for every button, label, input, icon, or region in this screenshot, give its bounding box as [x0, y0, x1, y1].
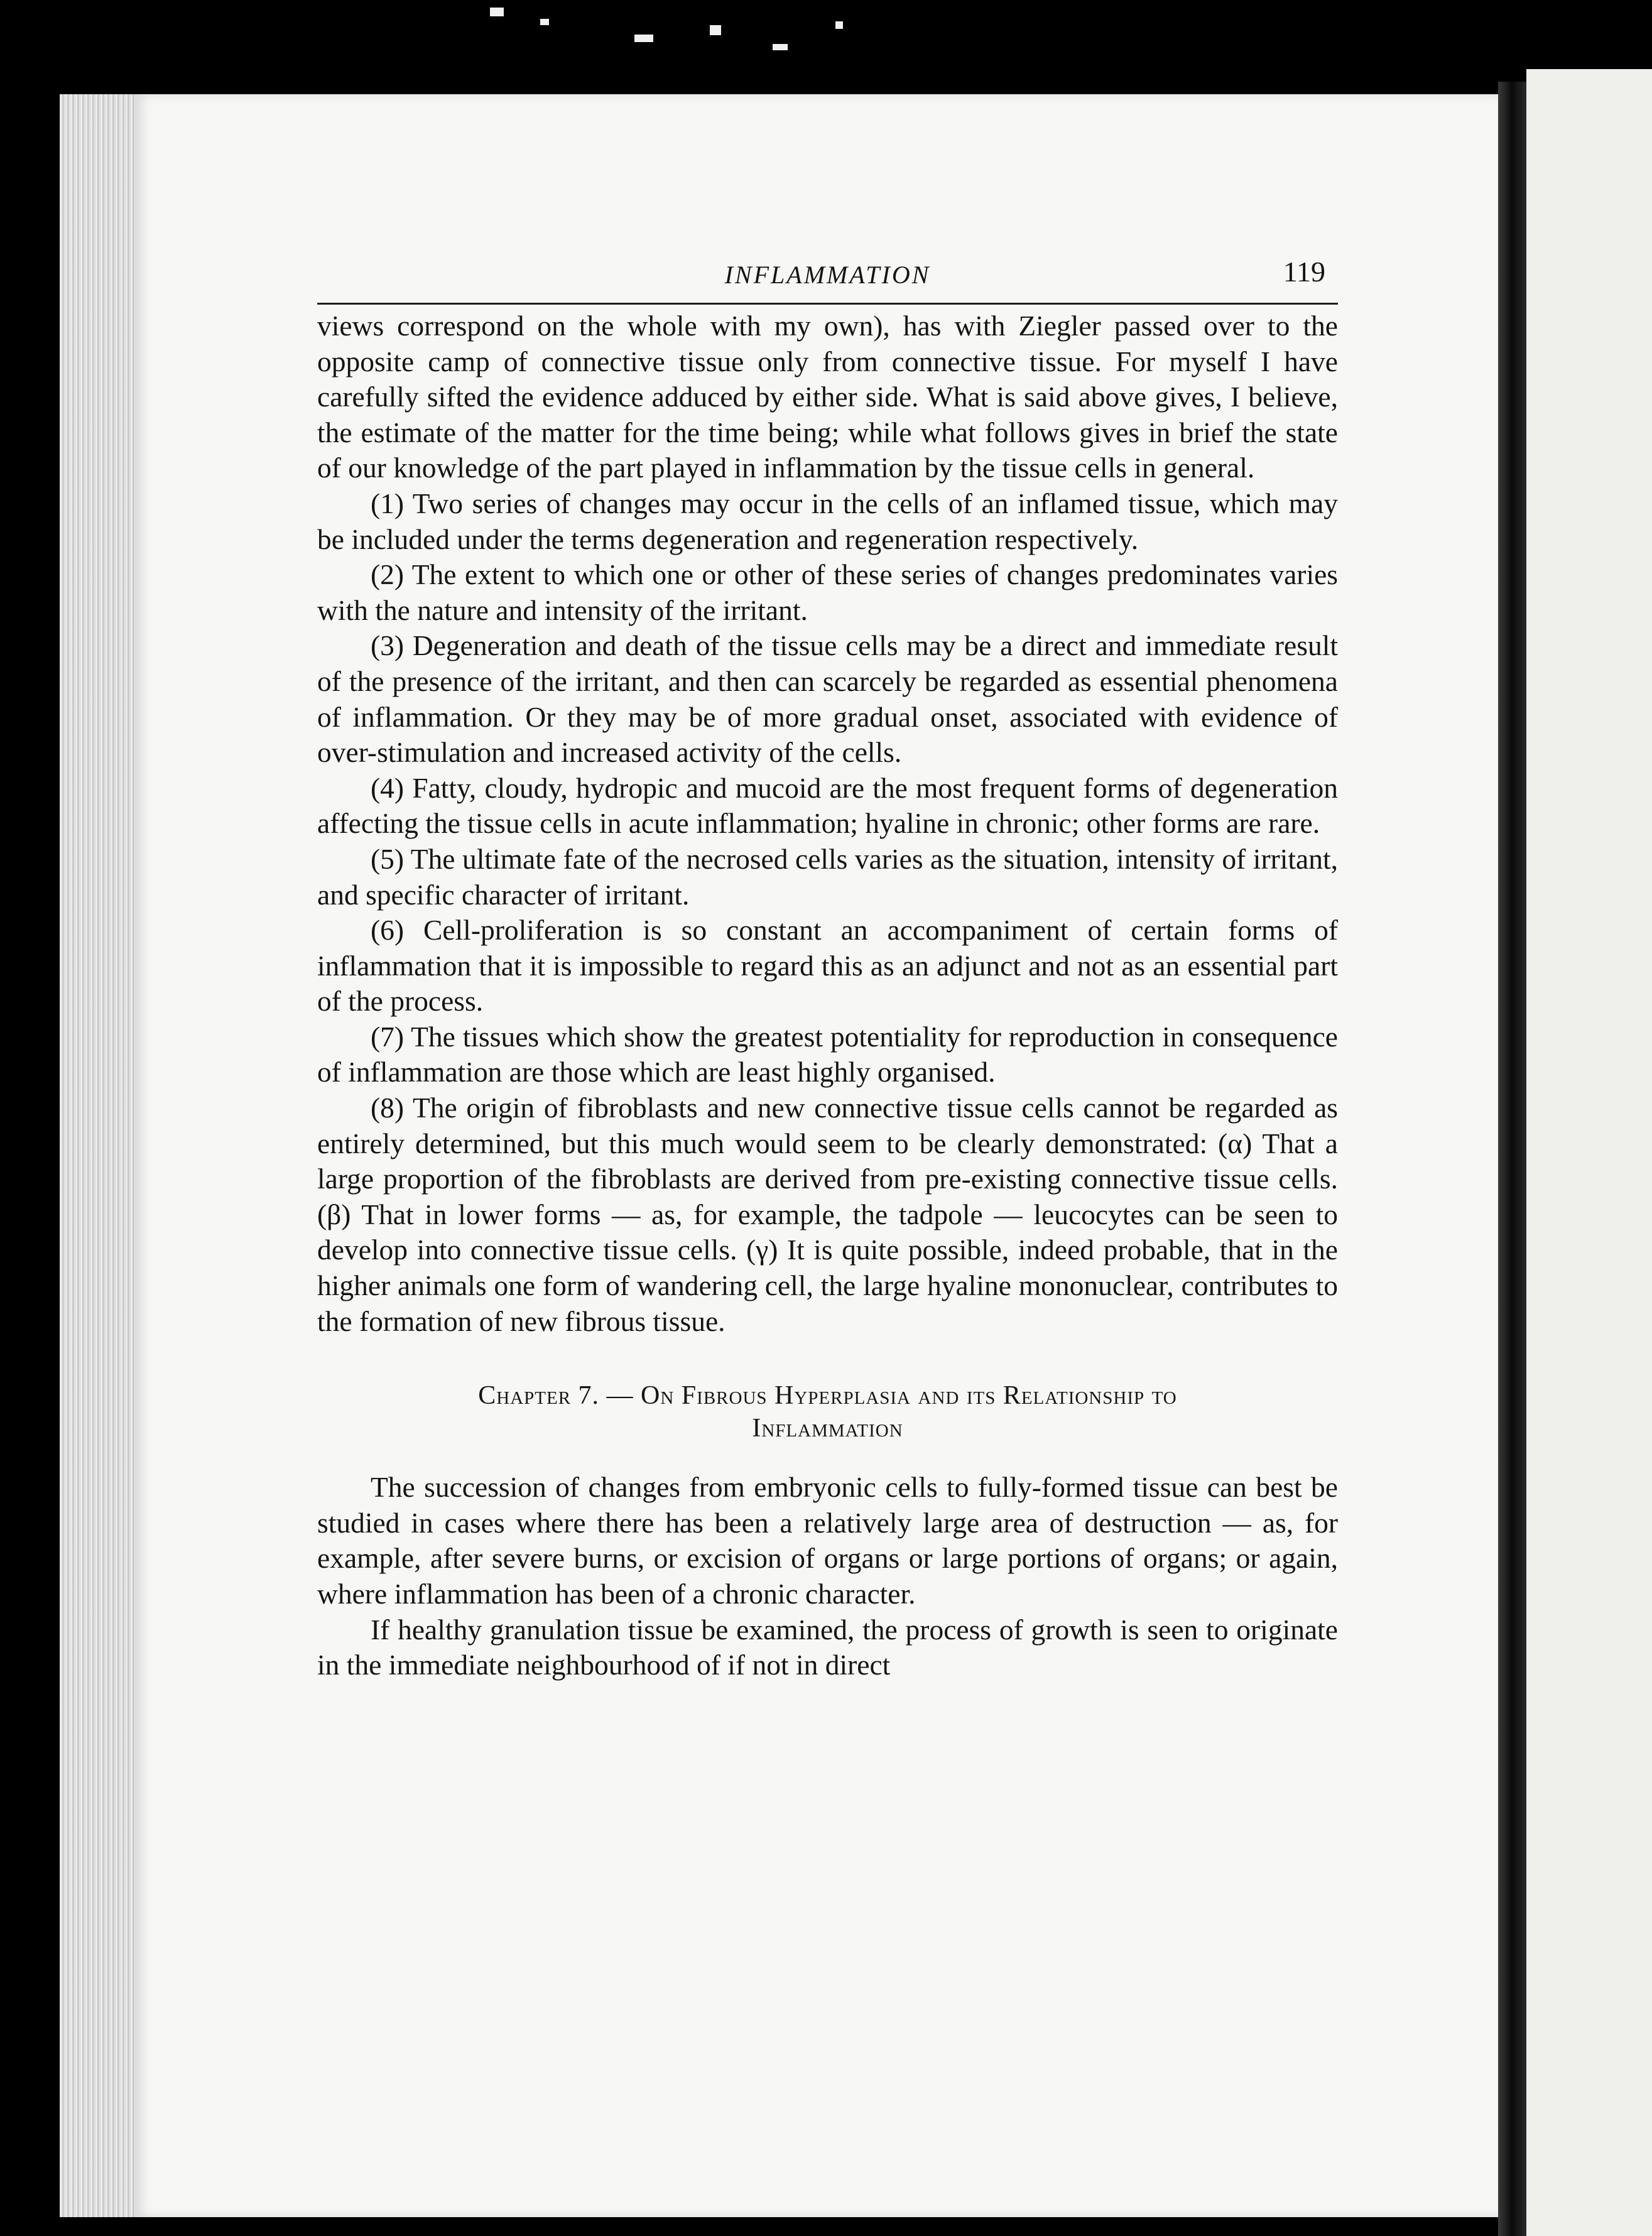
- paragraph: (6) Cell-proliferation is so constant an accompaniment of certain forms of inflammation that it is impossible to regard this as an adjunct and not as an essential part of the process.: [317, 914, 1338, 1018]
- paragraph: If healthy granulation tissue be examined, the process of growth is seen to originate in the immediate neighbourhood of if not in direct: [317, 1613, 1338, 1681]
- chapter-heading-line: Chapter 7. — On Fibrous Hyperplasia and its Relationship to: [478, 1381, 1177, 1411]
- facing-page-edge: [1526, 69, 1652, 2236]
- paragraph: (7) The tissues which show the greatest potentiality for reproduction in consequence of inflammation are those which are least highly organised.: [317, 1020, 1338, 1088]
- paragraph: (1) Two series of changes may occur in the cells of an inflamed tissue, which may be included under the terms degeneration and regeneration respectively.: [317, 487, 1338, 555]
- page-header: [317, 252, 1338, 305]
- page-edges: [60, 94, 138, 2217]
- chapter-body: [317, 1470, 1338, 1683]
- paragraph: The succession of changes from embryonic cells to fully-formed tissue can best be studied in cases where there has been a relatively large area of destruction — as, for example, after severe burns, or excision of organs or large portions of organs; or again, where inflammation has been of a chronic character.: [317, 1471, 1338, 1610]
- scan-speck: [540, 19, 549, 25]
- paragraph: (3) Degeneration and death of the tissue cells may be a direct and immediate result of the presence of the irritant, and then can scarcely be regarded as essential phenomena of inflammation. Or they may be of more gradual onset, associated with evidence of over-stimulation and increased activity of the cells.: [317, 629, 1338, 769]
- book-gutter: [1498, 82, 1526, 2236]
- scan-speck: [710, 25, 721, 35]
- page-content: [317, 252, 1338, 1683]
- paragraph: (8) The origin of fibroblasts and new connective tissue cells cannot be regarded as entirely determined, but this much would seem to be clearly demonstrated: (α) That a large proportion of the fibroblasts are derived from pre-existing connective tissue cells. (β) That in lower forms — as, for example, the tadpole — leucocytes can be seen to develop into connective tissue cells. (γ) It is quite possible, indeed probable, that in the higher animals one form of wandering cell, the large hyaline mononuclear, contributes to the formation of new fibrous tissue.: [317, 1092, 1338, 1337]
- scan-speck: [634, 35, 653, 42]
- scan-speck: [773, 44, 788, 50]
- paragraph: views correspond on the whole with my own), has with Ziegler passed over to the opposite camp of connective tissue only from connective tissue. For myself I have carefully sifted the evidence adduced by either side. What is said above gives, I believe, the estimate of the matter for the time being; while what follows gives in brief the state of our knowledge of the part played in inflammation by the tissue cells in general.: [317, 310, 1338, 484]
- page-number: 119: [1283, 256, 1325, 288]
- body-text: [317, 308, 1338, 1683]
- chapter-heading-line: Inflammation: [752, 1414, 903, 1443]
- paragraph: (4) Fatty, cloudy, hydropic and mucoid are the most frequent forms of degeneration affecting the tissue cells in acute inflammation; hyaline in chronic; other forms are rare.: [317, 771, 1338, 840]
- running-head: INFLAMMATION: [724, 261, 931, 289]
- paragraph: (2) The extent to which one or other of these series of changes predominates varies with the nature and intensity of the irritant.: [317, 558, 1338, 626]
- chapter-heading: [317, 1379, 1338, 1445]
- scan-speck: [490, 8, 504, 16]
- paragraph: (5) The ultimate fate of the necrosed cells varies as the situation, intensity of irritant, and specific character of irritant.: [317, 842, 1338, 911]
- scan-speck: [835, 21, 843, 29]
